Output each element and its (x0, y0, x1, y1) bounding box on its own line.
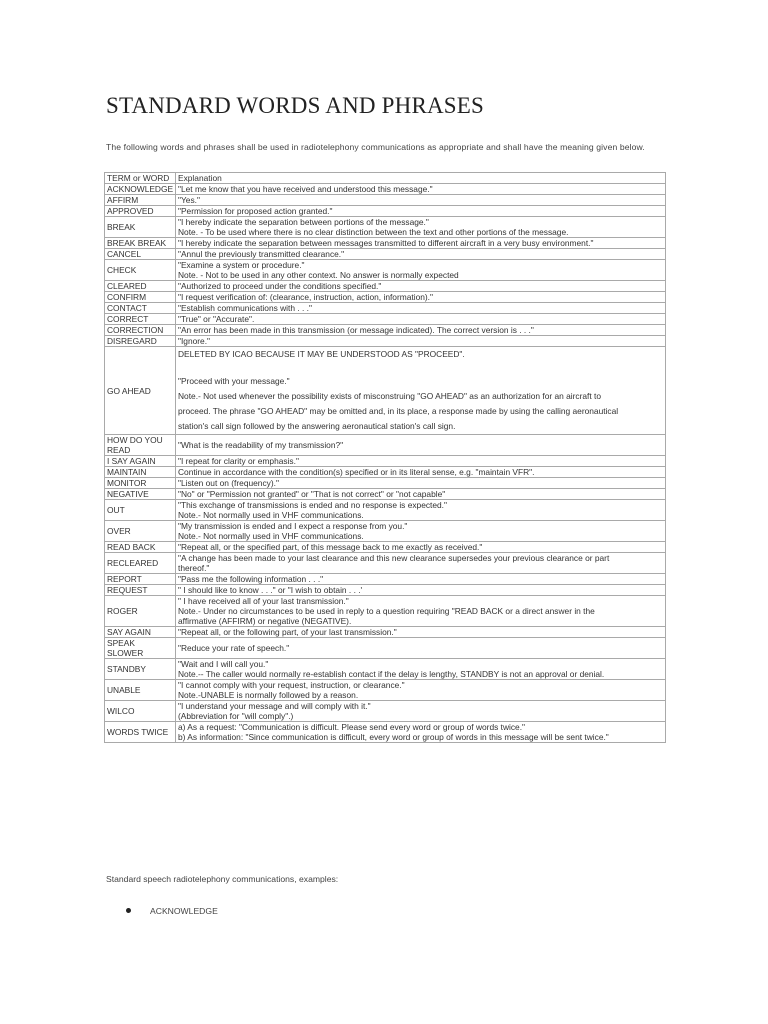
explanation-line: "Yes." (178, 195, 200, 205)
terms-table-body (105, 173, 666, 743)
table-row (105, 467, 666, 478)
explanation-cell (176, 325, 666, 336)
explanation-cell (176, 456, 666, 467)
explanation-line: "Authorized to proceed under the conditions specified." (178, 281, 382, 291)
explanation-line: Note.- Under no circumstances to be used in reply to a question requiring "READ BACK or a direct answer in the (178, 606, 595, 616)
explanation-line: "True" or "Accurate". (178, 314, 255, 324)
explanation-cell (176, 206, 666, 217)
term-cell: ACKNOWLEDGE (105, 184, 176, 195)
explanation-cell (176, 195, 666, 206)
explanation-cell (176, 303, 666, 314)
term-cell: CONTACT (105, 303, 176, 314)
table-row (105, 336, 666, 347)
explanation-cell (176, 659, 666, 680)
explanation-cell (176, 701, 666, 722)
term-cell: GO AHEAD (105, 347, 176, 435)
term-cell: REPORT (105, 574, 176, 585)
explanation-line: "Examine a system or procedure." (178, 260, 305, 270)
explanation-line: "Ignore." (178, 336, 211, 346)
explanation-line: "Repeat all, or the following part, of your last transmission." (178, 627, 397, 637)
table-row (105, 281, 666, 292)
explanation-line: affirmative (AFFIRM) or negative (NEGATIVE). (178, 616, 352, 626)
explanation-line: a) As a request: "Communication is difficult. Please send every word or group of words twice." (178, 722, 525, 732)
explanation-line: " I have received all of your last transmission." (178, 596, 349, 606)
explanation-cell (176, 521, 666, 542)
explanation-line: thereof." (178, 563, 210, 573)
explanation-line: Continue in accordance with the condition(s) specified or in its literal sense, e.g. "maintain VFR". (178, 467, 535, 477)
header-explanation: Explanation (176, 173, 666, 184)
term-cell: MONITOR (105, 478, 176, 489)
term-cell: WORDS TWICE (105, 722, 176, 743)
explanation-line: "Pass me the following information . . ." (178, 574, 324, 584)
explanation-line: Note.- Not normally used in VHF communications. (178, 510, 364, 520)
term-cell: READ BACK (105, 542, 176, 553)
explanation-line: "I hereby indicate the separation between portions of the message." (178, 217, 429, 227)
terms-table (104, 172, 666, 743)
term-cell: I SAY AGAIN (105, 456, 176, 467)
table-row (105, 195, 666, 206)
explanation-line: "Let me know that you have received and understood this message." (178, 184, 433, 194)
bullet-label: ACKNOWLEDGE (150, 906, 218, 916)
explanation-cell (176, 217, 666, 238)
explanation-cell (176, 435, 666, 456)
explanation-line: "Listen out on (frequency)." (178, 478, 279, 488)
explanation-cell (176, 627, 666, 638)
table-row (105, 701, 666, 722)
explanation-cell (176, 638, 666, 659)
table-row (105, 659, 666, 680)
explanation-cell (176, 292, 666, 303)
explanation-line: "What is the readability of my transmission?" (178, 440, 344, 450)
explanation-line: "Permission for proposed action granted." (178, 206, 333, 216)
table-row (105, 596, 666, 627)
explanation-line: "Reduce your rate of speech." (178, 643, 290, 653)
explanation-line: "Annul the previously transmitted clearance." (178, 249, 345, 259)
explanation-line: " I should like to know . . ." or "I wish to obtain . . .' (178, 585, 363, 595)
table-row (105, 217, 666, 238)
table-row (105, 435, 666, 456)
table-row (105, 478, 666, 489)
explanation-line: Note.-UNABLE is normally followed by a reason. (178, 690, 359, 700)
term-cell: CLEARED (105, 281, 176, 292)
explanation-line: "My transmission is ended and I expect a response from you." (178, 521, 408, 531)
explanation-cell (176, 553, 666, 574)
explanation-line: Note.- Not normally used in VHF communications. (178, 531, 364, 541)
table-row (105, 489, 666, 500)
table-row (105, 260, 666, 281)
term-cell: CANCEL (105, 249, 176, 260)
term-cell: OVER (105, 521, 176, 542)
table-row (105, 722, 666, 743)
explanation-line: "I request verification of: (clearance, instruction, action, information)." (178, 292, 433, 302)
explanation-line: "This exchange of transmissions is ended and no response is expected." (178, 500, 447, 510)
explanation-line: "I hereby indicate the separation between messages transmitted to different aircraft in a very busy environment." (178, 238, 594, 248)
term-cell: HOW DO YOU READ (105, 435, 176, 456)
table-row (105, 238, 666, 249)
explanation-line: proceed. The phrase "GO AHEAD" may be omitted and, in its place, a response made by using the calling aeronautical (178, 406, 619, 416)
term-cell: APPROVED (105, 206, 176, 217)
explanation-line: "Proceed with your message." (178, 376, 290, 386)
explanation-line: "Repeat all, or the specified part, of this message back to me exactly as received." (178, 542, 483, 552)
term-cell: CORRECT (105, 314, 176, 325)
explanation-cell (176, 596, 666, 627)
explanation-cell (176, 467, 666, 478)
table-row (105, 638, 666, 659)
table-row (105, 325, 666, 336)
table-row (105, 627, 666, 638)
table-row (105, 680, 666, 701)
explanation-line: "I repeat for clarity or emphasis." (178, 456, 299, 466)
table-row (105, 521, 666, 542)
explanation-cell (176, 347, 666, 435)
explanation-cell (176, 478, 666, 489)
bullet-dot-icon (126, 908, 131, 913)
table-row (105, 249, 666, 260)
term-cell: OUT (105, 500, 176, 521)
explanation-line: DELETED BY ICAO BECAUSE IT MAY BE UNDERSTOOD AS "PROCEED". (178, 349, 465, 359)
explanation-line: "Establish communications with . . ." (178, 303, 312, 313)
page-title: STANDARD WORDS AND PHRASES (106, 93, 485, 118)
intro-paragraph: The following words and phrases shall be used in radiotelephony communications as appropriate and shall have the meaning given below. (106, 142, 645, 152)
explanation-cell (176, 722, 666, 743)
explanation-line: b) As information: "Since communication is difficult, every word or group of words in this message will be sent twice." (178, 732, 609, 742)
explanation-cell (176, 585, 666, 596)
term-cell: SAY AGAIN (105, 627, 176, 638)
explanation-line: Note. - To be used where there is no clear distinction between the text and other portions of the message. (178, 227, 569, 237)
table-row (105, 585, 666, 596)
term-cell: CORRECTION (105, 325, 176, 336)
term-cell: WILCO (105, 701, 176, 722)
explanation-cell (176, 500, 666, 521)
explanation-line: "I understand your message and will comply with it." (178, 701, 371, 711)
term-cell: STANDBY (105, 659, 176, 680)
term-cell: UNABLE (105, 680, 176, 701)
explanation-cell (176, 574, 666, 585)
term-cell: MAINTAIN (105, 467, 176, 478)
table-row (105, 574, 666, 585)
table-row (105, 347, 666, 435)
term-cell: ROGER (105, 596, 176, 627)
table-row (105, 500, 666, 521)
explanation-cell (176, 314, 666, 325)
table-row (105, 206, 666, 217)
explanation-line: "A change has been made to your last clearance and this new clearance supersedes your previous clearance or part (178, 553, 610, 563)
term-cell: BREAK BREAK (105, 238, 176, 249)
table-row (105, 456, 666, 467)
explanation-line: Note. - Not to be used in any other context. No answer is normally expected (178, 270, 459, 280)
explanation-line: Note.- Not used whenever the possibility exists of misconstruing "GO AHEAD" as an authorization for an aircraft to (178, 391, 602, 401)
explanation-line (178, 362, 663, 374)
term-cell: NEGATIVE (105, 489, 176, 500)
table-row (105, 303, 666, 314)
explanation-cell (176, 281, 666, 292)
explanation-cell (176, 336, 666, 347)
explanation-line: Note.-- The caller would normally re-establish contact if the delay is lengthy, STANDBY is not an approval or denial. (178, 669, 605, 679)
explanation-cell (176, 680, 666, 701)
table-row (105, 184, 666, 195)
explanation-cell (176, 260, 666, 281)
table-row (105, 542, 666, 553)
explanation-line: "I cannot comply with your request, instruction, or clearance." (178, 680, 405, 690)
explanation-cell (176, 542, 666, 553)
table-row (105, 553, 666, 574)
term-cell: RECLEARED (105, 553, 176, 574)
term-cell: REQUEST (105, 585, 176, 596)
term-cell: CONFIRM (105, 292, 176, 303)
table-header-row (105, 173, 666, 184)
explanation-cell (176, 238, 666, 249)
term-cell: CHECK (105, 260, 176, 281)
table-row (105, 292, 666, 303)
explanation-cell (176, 489, 666, 500)
table-row (105, 314, 666, 325)
term-cell: DISREGARD (105, 336, 176, 347)
explanation-line: station's call sign followed by the answering aeronautical station's call sign. (178, 421, 456, 431)
examples-heading: Standard speech radiotelephony communications, examples: (106, 874, 339, 884)
explanation-line: "No" or "Permission not granted" or "That is not correct" or "not capable" (178, 489, 446, 499)
explanation-line: "An error has been made in this transmission (or message indicated). The correct version is . . ." (178, 325, 534, 335)
explanation-line: "Wait and I will call you." (178, 659, 269, 669)
term-cell: SPEAK SLOWER (105, 638, 176, 659)
term-cell: BREAK (105, 217, 176, 238)
term-cell: AFFIRM (105, 195, 176, 206)
header-term: TERM or WORD (105, 173, 176, 184)
explanation-cell (176, 249, 666, 260)
explanation-line: (Abbreviation for "will comply".) (178, 711, 294, 721)
explanation-cell (176, 184, 666, 195)
